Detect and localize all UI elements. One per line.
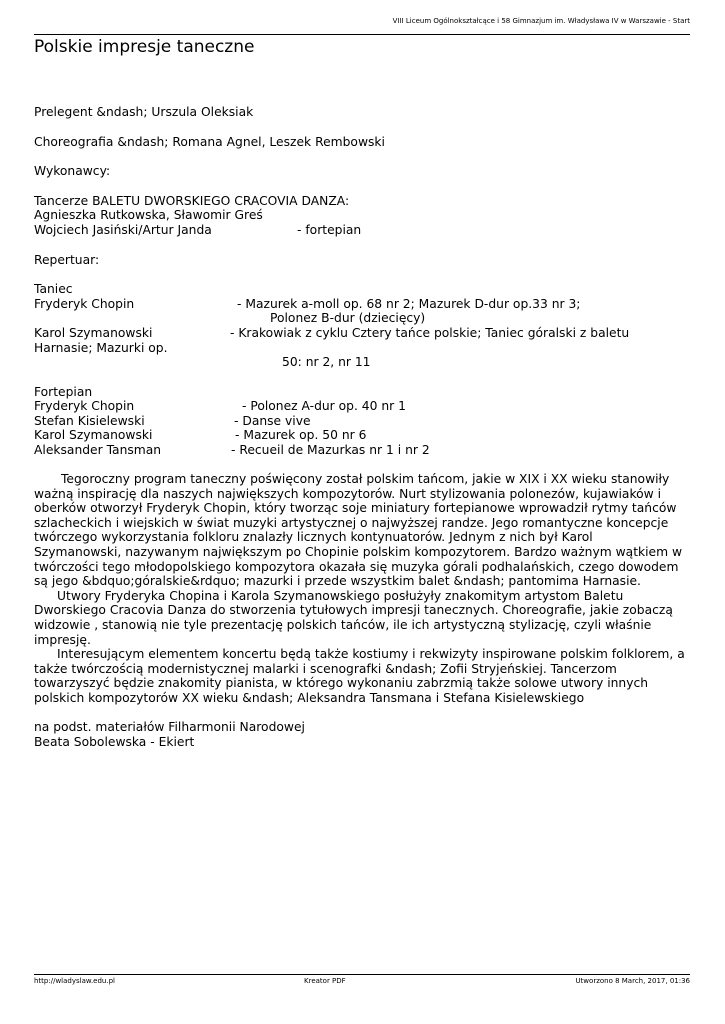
repertoire-heading: Repertuar: <box>34 253 100 267</box>
lecturer-line: Prelegent &ndash; Urszula Oleksiak <box>34 105 254 119</box>
body-text-line: impresję. <box>34 633 91 647</box>
dancers-names: Agnieszka Rutkowska, Sławomir Greś <box>34 208 263 222</box>
body-text-line: Tegoroczny program taneczny poświęcony został polskim tańcom, jakie w XIX i XX wieku stanowiły <box>61 472 670 486</box>
body-text-line: twórczości tego młodopolskiego kompozytora okazała się muzyka górali podhalańskich, czego dowodem <box>34 560 679 574</box>
footer-url: http://wladyslaw.edu.pl <box>34 977 115 985</box>
body-text-line: Interesującym elementem koncertu będą także kostiumy i rekwizyty inspirowane polskim folklorem, a <box>57 647 685 661</box>
body-text-line: oberków otworzył Fryderyk Chopin, który tworząc soje miniatury fortepianowe wprowadził rytmy tańców <box>34 501 677 515</box>
pianists-names: Wojciech Jasiński/Artur Janda <box>34 223 212 237</box>
footer-generator: Kreator PDF <box>304 977 346 985</box>
dance-composer-chopin: Fryderyk Chopin <box>34 297 135 311</box>
body-text-line: Utwory Fryderyka Chopina i Karola Szymanowskiego posłużyły znakomitym artystom Baletu <box>57 589 624 603</box>
piano-heading: Fortepian <box>34 385 93 399</box>
body-text-line: są jego &bdquo;góralskie&rdquo; mazurki i przede wszystkim balet &ndash; pantomima Harnasie. <box>34 574 641 588</box>
piano-work: - Mazurek op. 50 nr 6 <box>235 428 367 442</box>
choreography-line: Choreografia &ndash; Romana Agnel, Leszek Rembowski <box>34 135 385 149</box>
dance-works-szymanowski-wrap: Harnasie; Mazurki op. <box>34 341 168 355</box>
piano-work: - Recueil de Mazurkas nr 1 i nr 2 <box>231 443 430 457</box>
body-text-line: ważną inspirację dla naszych największych kompozytorów. Nurt stylizowania polonezów, kujawiaków i <box>34 487 662 501</box>
author-line: Beata Sobolewska - Ekiert <box>34 735 195 749</box>
body-text-line: towarzyszyć będzie znakomity pianista, w którego wykonaniu zabrzmią także solowe utwory innych <box>34 676 649 690</box>
footer-created: Utworzono 8 March, 2017, 01:36 <box>575 977 690 985</box>
footer-rule <box>34 974 690 975</box>
dancers-heading: Tancerze BALETU DWORSKIEGO CRACOVIA DANZA: <box>34 194 350 208</box>
dance-works-szymanowski: - Krakowiak z cyklu Cztery tańce polskie; Taniec góralski z baletu <box>230 326 630 340</box>
piano-composer: Stefan Kisielewski <box>34 414 145 428</box>
body-text-line: Dworskiego Cracovia Danza do stworzenia tytułowych impresji tanecznych. Choreografie, jakie zobaczą <box>34 603 673 617</box>
piano-work: - Danse vive <box>234 414 311 428</box>
dance-composer-szymanowski: Karol Szymanowski <box>34 326 153 340</box>
body-text-line: Szymanowski, nazywanym największym po Chopinie polskim kompozytorem. Bardzo ważnym wątkiem w <box>34 545 683 559</box>
page-title: Polskie impresje taneczne <box>34 37 255 57</box>
body-text-line: twórczego wykorzystania folkloru znalazły licznych kontynuatorów. Jednym z nich był Karol <box>34 530 593 544</box>
piano-work: - Polonez A-dur op. 40 nr 1 <box>242 399 406 413</box>
dance-works-chopin-cont: Polonez B-dur (dziecięcy) <box>270 311 426 325</box>
body-text-line: polskich kompozytorów XX wieku &ndash; Aleksandra Tansmana i Stefana Kisielewskiego <box>34 691 585 705</box>
piano-composer: Fryderyk Chopin <box>34 399 135 413</box>
piano-composer: Aleksander Tansman <box>34 443 162 457</box>
site-title: VIII Liceum Ogólnokształcące i 58 Gimnazjum im. Władysława IV w Warszawie - Start <box>392 17 690 25</box>
body-text-line: szlacheckich i wiejskich w świat muzyki artystycznej o najwyższej randze. Jego romantyczne koncepcje <box>34 516 669 530</box>
dance-works-chopin: - Mazurek a-moll op. 68 nr 2; Mazurek D-dur op.33 nr 3; <box>237 297 581 311</box>
pianists-role: - fortepian <box>297 223 362 237</box>
page-header <box>34 14 690 35</box>
piano-composer: Karol Szymanowski <box>34 428 153 442</box>
dance-heading: Taniec <box>34 282 73 296</box>
dance-works-szymanowski-cont: 50: nr 2, nr 11 <box>282 355 371 369</box>
body-text-line: także twórczością modernistycznej malarki i scenografki &ndash; Zofii Stryjeńskiej. Tancerzom <box>34 662 617 676</box>
performers-heading: Wykonawcy: <box>34 164 111 178</box>
body-text-line: widzowie , stanowią nie tyle prezentację polskich tańców, ile ich artystyczną stylizację, czyli właśnie <box>34 618 652 632</box>
source-line: na podst. materiałów Filharmonii Narodowej <box>34 720 305 734</box>
